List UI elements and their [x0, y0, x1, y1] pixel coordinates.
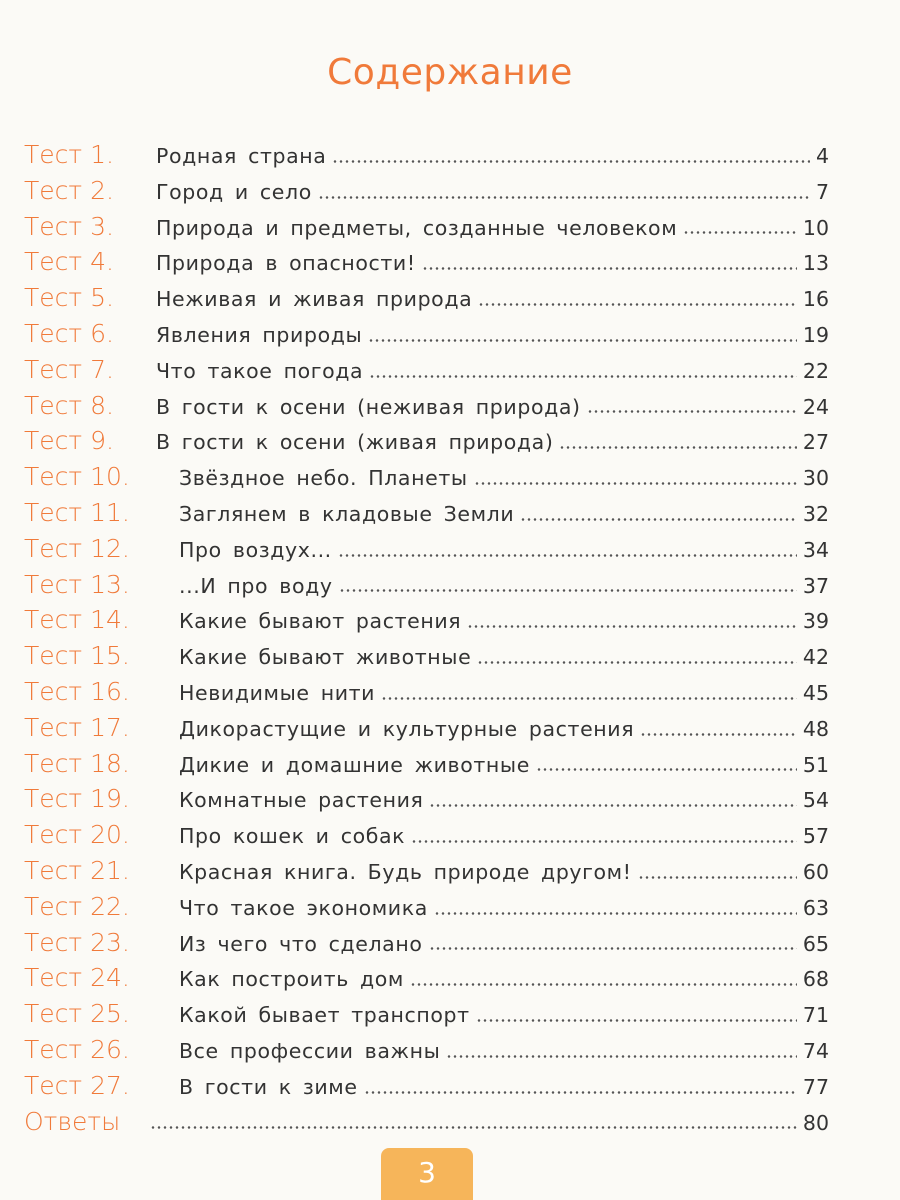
- dot-leader: [332, 160, 810, 163]
- toc-entry: [24, 137, 829, 173]
- toc-entry: [24, 602, 829, 638]
- toc-entry: [24, 280, 829, 316]
- dot-leader: [587, 410, 797, 413]
- toc-entry-page: 71: [802, 1003, 829, 1028]
- dot-leader: [381, 697, 797, 700]
- toc-entry-page: 32: [802, 501, 829, 526]
- toc-entry-title: Звёздное небо. Планеты: [179, 466, 468, 491]
- dot-leader: [338, 554, 797, 557]
- dot-leader: [536, 768, 797, 771]
- dot-leader: [410, 983, 797, 986]
- toc-entry: [24, 495, 829, 531]
- toc-entry-page: 57: [802, 824, 829, 849]
- toc-entry-number: Тест 16.: [24, 676, 130, 706]
- toc-entry: [24, 889, 829, 925]
- dot-leader: [683, 231, 797, 234]
- toc-entry-number: Тест 9.: [24, 426, 114, 456]
- toc-entry-page: 42: [802, 645, 829, 670]
- toc-entry-page: 22: [802, 358, 829, 383]
- toc-entry-page: 16: [802, 287, 829, 312]
- toc-entry-title: В гости к осени (неживая природа): [156, 394, 581, 419]
- toc-entry: [24, 423, 829, 459]
- toc-entry-title: Про кошек и собак: [179, 824, 406, 849]
- toc-entry-page: 68: [802, 967, 829, 992]
- toc-entry-title: Из чего что сделано: [179, 931, 423, 956]
- toc-entry-number: Тест 20.: [24, 820, 130, 850]
- dot-leader: [640, 733, 797, 736]
- toc-entry-page: 37: [802, 573, 829, 598]
- toc-entry-number: Тест 26.: [24, 1034, 130, 1064]
- toc-entry-title: Какие бывают растения: [179, 609, 462, 634]
- toc-entry-page: 77: [802, 1074, 829, 1099]
- toc-entry-title: Комнатные растения: [179, 788, 424, 813]
- toc-entry: [24, 996, 829, 1032]
- dot-leader: [368, 339, 797, 342]
- toc-entry-page: 10: [802, 215, 829, 240]
- toc-entry-title: Какой бывает транспорт: [179, 1003, 470, 1028]
- dot-leader: [150, 1126, 797, 1129]
- toc-entry: [24, 388, 829, 424]
- toc-entry: [24, 1068, 829, 1104]
- toc-entry-number: Тест 5.: [24, 283, 114, 313]
- toc-entry-number: Тест 27.: [24, 1070, 130, 1100]
- toc-entry: [24, 781, 829, 817]
- toc-entry-number: Тест 8.: [24, 390, 114, 420]
- toc-entry-page: 19: [802, 322, 829, 347]
- dot-leader: [434, 912, 797, 915]
- toc-entry: [24, 173, 829, 209]
- toc-entry: [24, 531, 829, 567]
- toc-entry-title: Город и село: [156, 179, 312, 204]
- toc-entry-title: В гости к осени (живая природа): [156, 430, 554, 455]
- toc-entry-title: Про воздух...: [179, 537, 332, 562]
- toc-entry-page: 65: [802, 931, 829, 956]
- toc-entry: [24, 853, 829, 889]
- toc-entry-number: Тест 1.: [24, 140, 114, 169]
- toc-entry-page: 51: [802, 752, 829, 777]
- toc-entry-title: Заглянем в кладовые Земли: [179, 501, 515, 526]
- dot-leader: [318, 196, 810, 199]
- toc-entry-title: Красная книга. Будь природе другом!: [179, 859, 632, 884]
- toc-entry-title: Родная страна: [156, 144, 327, 168]
- toc-entry-number: Тест 12.: [24, 533, 130, 563]
- toc-entry-page: 63: [802, 895, 829, 920]
- toc-entry-title: Как построить дом: [179, 967, 404, 992]
- toc-entry: [24, 459, 829, 495]
- toc-entry: [24, 567, 829, 603]
- toc-entry: [24, 710, 829, 746]
- toc-entry-number: Тест 19.: [24, 784, 130, 814]
- toc-entry-title: ...И про воду: [179, 573, 333, 598]
- dot-leader: [429, 804, 796, 807]
- toc-entry-title: Неживая и живая природа: [156, 287, 473, 312]
- toc-entry-number: Ответы: [24, 1106, 121, 1136]
- toc-entry: [24, 209, 829, 245]
- toc-entry-page: 80: [802, 1110, 829, 1135]
- toc-entry-page: 74: [802, 1038, 829, 1063]
- dot-leader: [467, 625, 797, 628]
- toc-entry: [24, 1032, 829, 1068]
- toc-entry-page: 27: [802, 430, 829, 455]
- toc-entry-page: 13: [802, 251, 829, 276]
- toc-entry-number: Тест 22.: [24, 891, 130, 921]
- table-of-contents: [24, 137, 829, 1139]
- toc-entry-page: 24: [802, 394, 829, 419]
- toc-entry-title: Дикие и домашние животные: [179, 752, 530, 777]
- toc-entry-title: Природа в опасности!: [156, 251, 416, 276]
- dot-leader: [520, 518, 797, 521]
- toc-entry-number: Тест 24.: [24, 963, 130, 993]
- toc-entry-number: Тест 2.: [24, 175, 114, 205]
- dot-leader: [478, 303, 797, 306]
- toc-entry-title: Невидимые нити: [179, 680, 376, 705]
- toc-entry-title: В гости к зиме: [179, 1074, 358, 1099]
- toc-entry-title: Явления природы: [156, 322, 363, 347]
- toc-entry: [24, 674, 829, 710]
- toc-entry-title: Все профессии важны: [179, 1038, 441, 1063]
- toc-entry-page: 60: [802, 859, 829, 884]
- dot-leader: [422, 267, 797, 270]
- toc-entry-title: Что такое экономика: [179, 895, 428, 920]
- toc-entry-number: Тест 14.: [24, 605, 130, 635]
- toc-entry-title: Что такое погода: [156, 358, 364, 383]
- page-number-badge: 3: [381, 1148, 473, 1200]
- toc-entry-page: 39: [802, 609, 829, 634]
- toc-entry: [24, 1104, 829, 1140]
- toc-entry-page: 4: [815, 144, 829, 168]
- toc-entry-title: Природа и предметы, созданные человеком: [156, 215, 678, 240]
- toc-entry-number: Тест 7.: [24, 354, 114, 384]
- toc-entry: [24, 352, 829, 388]
- toc-entry-page: 30: [802, 466, 829, 491]
- toc-entry-number: Тест 4.: [24, 247, 114, 277]
- dot-leader: [476, 1019, 797, 1022]
- toc-entry: [24, 638, 829, 674]
- toc-entry-number: Тест 13.: [24, 569, 130, 599]
- dot-leader: [369, 375, 797, 378]
- toc-entry: [24, 244, 829, 280]
- toc-entry: [24, 817, 829, 853]
- dot-leader: [477, 661, 797, 664]
- toc-entry-number: Тест 11.: [24, 497, 130, 527]
- toc-entry-number: Тест 17.: [24, 712, 130, 742]
- dot-leader: [474, 482, 797, 485]
- toc-entry-page: 7: [815, 179, 829, 204]
- toc-entry-number: Тест 6.: [24, 318, 114, 348]
- toc-entry-page: 48: [802, 716, 829, 741]
- toc-entry-page: 45: [802, 680, 829, 705]
- dot-leader: [411, 840, 797, 843]
- dot-leader: [364, 1091, 797, 1094]
- toc-entry-number: Тест 10.: [24, 462, 130, 492]
- toc-entry-number: Тест 21.: [24, 855, 130, 885]
- toc-entry: [24, 746, 829, 782]
- toc-entry-title: Дикорастущие и культурные растения: [179, 716, 635, 741]
- toc-entry-page: 34: [802, 537, 829, 562]
- dot-leader: [339, 589, 797, 592]
- dot-leader: [446, 1055, 797, 1058]
- toc-entry-number: Тест 25.: [24, 999, 130, 1029]
- dot-leader: [638, 876, 797, 879]
- toc-entry-number: Тест 3.: [24, 211, 114, 241]
- dot-leader: [429, 947, 797, 950]
- dot-leader: [559, 446, 796, 449]
- toc-entry: [24, 925, 829, 961]
- toc-entry: [24, 316, 829, 352]
- toc-entry: [24, 960, 829, 996]
- toc-entry-number: Тест 18.: [24, 748, 130, 778]
- toc-entry-number: Тест 23.: [24, 927, 130, 957]
- page-title: Содержание: [327, 52, 573, 93]
- toc-entry-number: Тест 15.: [24, 641, 130, 671]
- toc-entry-page: 54: [802, 788, 829, 813]
- toc-entry-title: Какие бывают животные: [179, 645, 472, 670]
